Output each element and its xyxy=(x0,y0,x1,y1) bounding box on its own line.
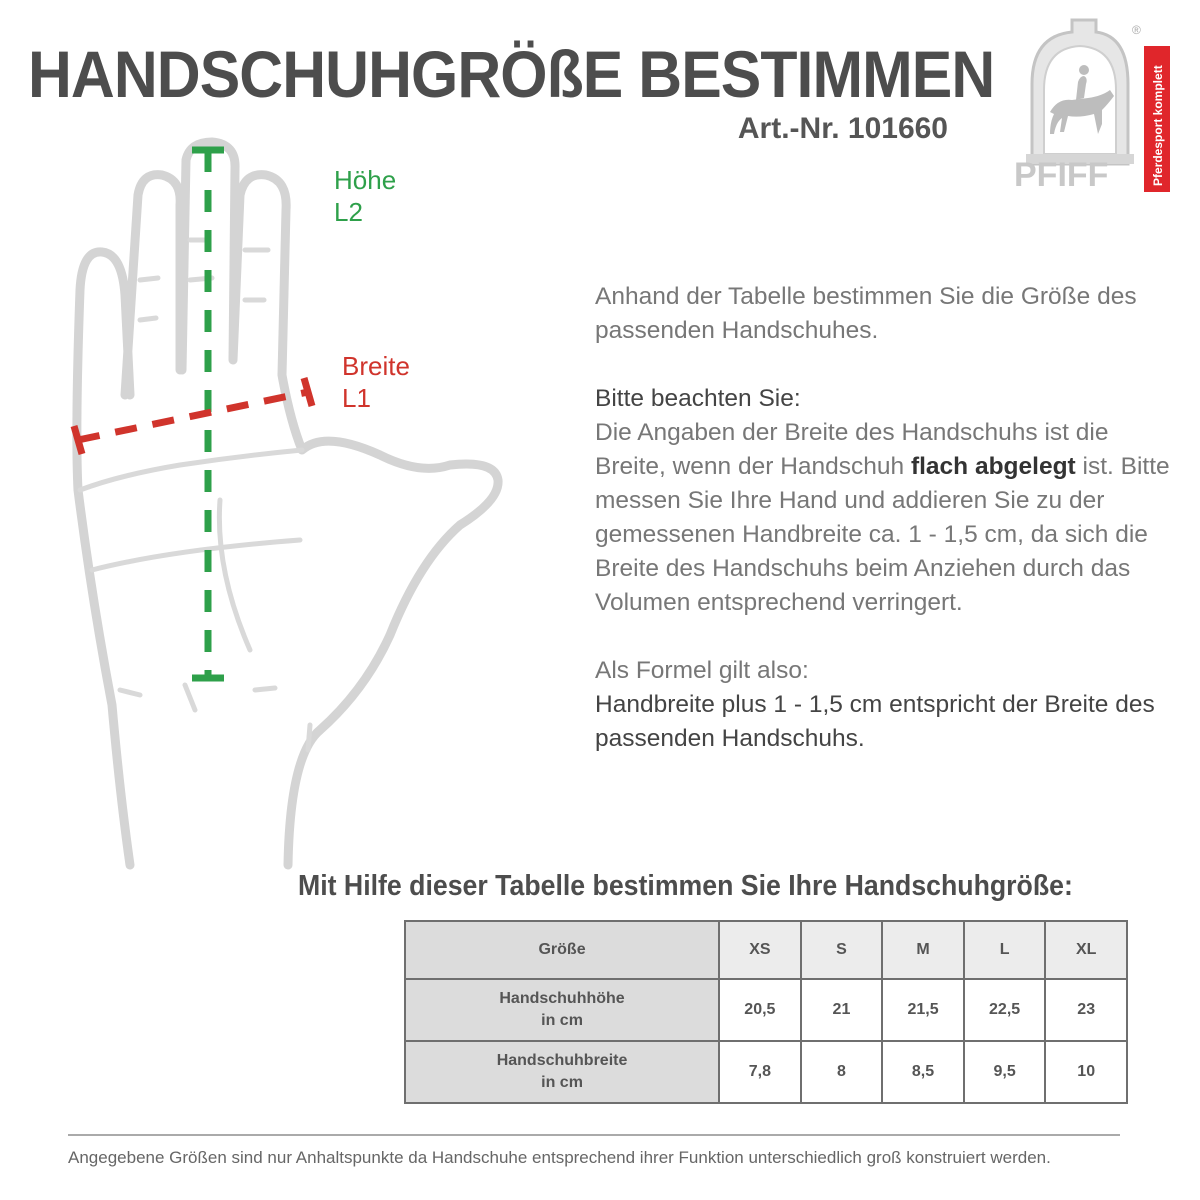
table-row-width xyxy=(405,1041,1127,1103)
height-row-label: Handschuhhöhe xyxy=(499,990,625,1007)
footnote: Angegebene Größen sind nur Anhaltspunkte da Handschuhe entsprechend ihrer Funktion unterschiedlich groß konstruiert werden. xyxy=(68,1148,1051,1167)
width-row-unit: in cm xyxy=(541,1074,583,1091)
note-text xyxy=(595,416,1175,620)
height-value-cell: 23 xyxy=(1045,979,1127,1041)
size-cell: S xyxy=(801,921,883,979)
size-label-cell: Größe xyxy=(405,921,719,979)
height-label-code: L2 xyxy=(334,197,363,227)
height-value-cell: 20,5 xyxy=(719,979,801,1041)
hand-outline xyxy=(77,142,498,865)
intro-text: Anhand der Tabelle bestimmen Sie die Größe des passenden Handschuhes. xyxy=(595,283,1137,344)
table-row-size xyxy=(405,921,1127,979)
height-value-cell: 21,5 xyxy=(882,979,964,1041)
height-label xyxy=(334,164,396,228)
height-label-cell xyxy=(405,979,719,1041)
width-value-cell: 7,8 xyxy=(719,1041,801,1103)
height-value-cell: 21 xyxy=(801,979,883,1041)
width-measure-line xyxy=(74,378,312,454)
formula-text: Handbreite plus 1 - 1,5 cm entspricht der Breite des passenden Handschuhs. xyxy=(595,691,1155,752)
pfiff-logo xyxy=(1010,14,1170,194)
registered-mark: ® xyxy=(1132,23,1141,37)
size-cell: XL xyxy=(1045,921,1127,979)
width-label-code: L1 xyxy=(342,383,371,413)
width-value-cell: 9,5 xyxy=(964,1041,1046,1103)
note-text-part2: ist. Bitte messen Sie Ihre Hand und addieren Sie zu der gemessenen Handbreite ca. 1 - 1,5 cm, da sich die Breite des Handschuhs beim Anziehen durch das Volumen entsprechend verringert. xyxy=(595,453,1170,616)
width-value-cell: 8,5 xyxy=(882,1041,964,1103)
width-label-cell xyxy=(405,1041,719,1103)
note-text-part1: Die Angaben der Breite des Handschuhs ist die Breite, wenn der Handschuh xyxy=(595,419,1109,480)
table-row-height xyxy=(405,979,1127,1041)
logo-tagline: Pferdesport komplett xyxy=(1151,65,1165,186)
width-label-name: Breite xyxy=(342,351,410,381)
article-number: Art.-Nr. 101660 xyxy=(737,112,948,145)
table-heading: Mit Hilfe dieser Tabelle bestimmen Sie Ihre Handschuhgröße: xyxy=(298,870,1073,902)
width-value-cell: 8 xyxy=(801,1041,883,1103)
height-value-cell: 22,5 xyxy=(964,979,1046,1041)
note-heading: Bitte beachten Sie: xyxy=(595,385,801,412)
note-bold: flach abgelegt xyxy=(910,453,1076,480)
size-table xyxy=(404,920,1128,1104)
width-row-label: Handschuhbreite xyxy=(496,1052,628,1069)
page-title: HANDSCHUHGRÖßE BESTIMMEN xyxy=(28,37,995,111)
width-value-cell: 10 xyxy=(1045,1041,1127,1103)
height-label-name: Höhe xyxy=(334,165,397,195)
height-row-unit: in cm xyxy=(541,1012,583,1029)
size-cell: M xyxy=(882,921,964,979)
size-cell: XS xyxy=(719,921,801,979)
logo-brand: PFIFF xyxy=(1014,156,1109,194)
footer-divider xyxy=(68,1134,1120,1136)
size-cell: L xyxy=(964,921,1046,979)
width-label xyxy=(342,350,410,414)
info-text xyxy=(595,280,1175,756)
formula-intro: Als Formel gilt also: xyxy=(595,657,809,684)
hand-inner-lines xyxy=(80,240,310,750)
hand-diagram xyxy=(40,130,540,880)
